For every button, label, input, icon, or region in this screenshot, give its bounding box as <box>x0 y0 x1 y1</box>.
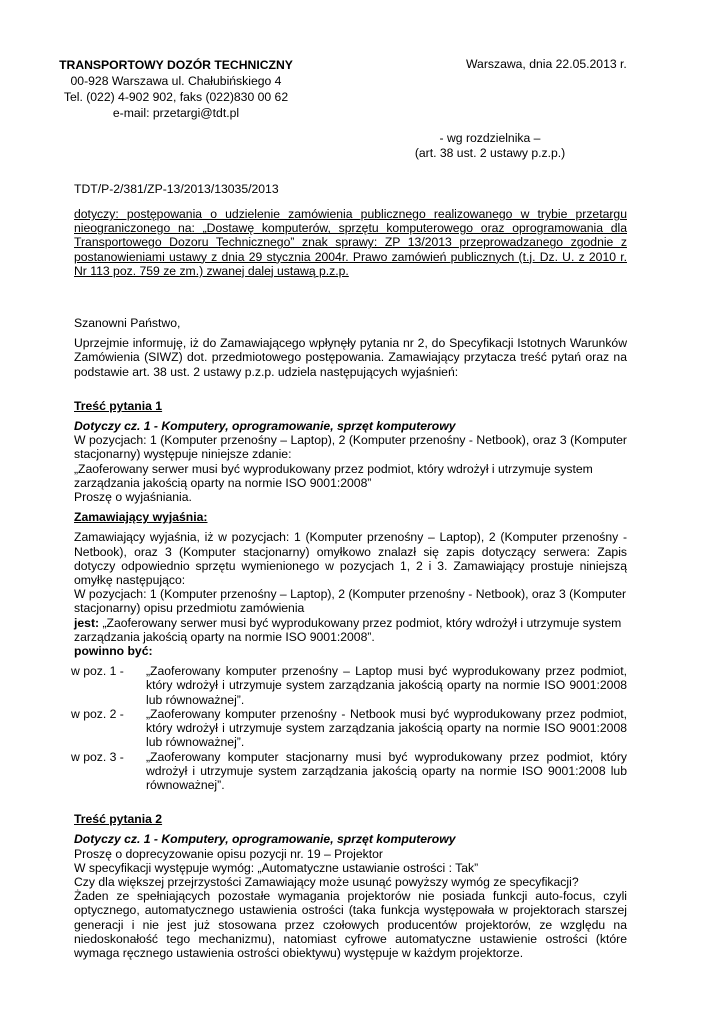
question-2-text-4: Żaden ze spełniających pozostałe wymagania projektorów nie posiada funkcji auto-focus, czyli optycznego, automatycznego ustawienia ostrości (taka funkcja występowała w projektorach starszej generacji i nie jest już stosowana przez czołowych producentów projektorów, ze względu na niedoskonałość tego mechanizmu), natomiast cyfrowe automatyczne ustawienie ostrości (które wymaga ręcznego ustawienia ostrości obiektywu) występuje w każdym projektorze. <box>74 889 627 960</box>
answer-1-text-2: W pozycjach: 1 (Komputer przenośny – Laptop), 2 (Komputer przenośny - Netbook), oraz 3 (Komputer stacjonarny) opisu przedmiotu zamówienia <box>74 587 627 616</box>
question-1-text-1: W pozycjach: 1 (Komputer przenośny – Laptop), 2 (Komputer przenośny - Netbook), oraz 3 (Komputer stacjonarny) występuje niniejsze zdanie: <box>74 433 627 462</box>
question-1-text-2: „Zaoferowany serwer musi być wyprodukowany przez podmiot, który wdrożył i utrzymuje system zarządzania jakością oparty na normie ISO 9001:2008” <box>74 461 593 490</box>
position-prefix: w poz. 2 - <box>71 706 128 721</box>
question-2-text-1: Proszę o doprecyzowanie opisu pozycji nr. 19 – Projektor <box>74 846 383 861</box>
distribution-line-2: (art. 38 ust. 2 ustawy p.z.p.) <box>414 145 566 160</box>
organization-block <box>56 57 296 121</box>
organization-address: 00-928 Warszawa ul. Chałubińskiego 4 <box>70 74 282 88</box>
question-1-heading: Treść pytania 1 <box>74 398 163 413</box>
question-2-text-2: W specyfikacji występuje wymóg: „Automatyczne ustawianie ostrości : Tak” <box>74 860 479 875</box>
position-text: „Zaoferowany komputer stacjonarny musi być wyprodukowany przez podmiot, który wdrożył i utrzymuje system zarządzania jakością oparty na normie ISO 9001:2008 lub równoważnej”. <box>146 749 627 792</box>
subject-paragraph: dotyczy: postępowania o udzielenie zamówienia publicznego realizowanego w trybie przetargu nieograniczonego na: „Dostawę komputerów, sprzętu komputerowego oraz oprogramowania dla Transportowego Dozoru Technicznego” znak sprawy: ZP 13/2013 przeprowadzanego zgodnie z postanowieniami ustawy z dnia 29 stycznia 2004r. Prawo zamówień publicznych (t.j. Dz. U. z 2010 r. Nr 113 poz. 759 ze zm.) zwanej dalej ustawą p.z.p. <box>74 207 627 278</box>
position-text: „Zaoferowany komputer przenośny – Laptop musi być wyprodukowany przez podmiot, który wdrożył i utrzymuje system zarządzania jakością oparty na normie ISO 9001:2008 lub równoważnej”. <box>146 664 627 707</box>
jest-label: jest: <box>74 615 100 630</box>
reference-number: TDT/P-2/381/ZP-13/2013/13035/2013 <box>74 182 279 196</box>
position-item <box>71 707 627 750</box>
answer-1-heading: Zamawiający wyjaśnia: <box>74 510 208 525</box>
organization-name: TRANSPORTOWY DOZÓR TECHNICZNY <box>59 58 293 72</box>
position-prefix: w poz. 1 - <box>71 664 128 679</box>
distribution-block <box>410 131 570 160</box>
question-1-subheading: Dotyczy cz. 1 - Komputery, oprogramowanie, sprzęt komputerowy <box>74 419 456 434</box>
document-date: Warszawa, dnia 22.05.2013 r. <box>466 57 627 71</box>
position-item <box>71 750 627 793</box>
letter-body <box>71 207 627 960</box>
organization-email: e-mail: przetargi@tdt.pl <box>112 106 240 120</box>
position-prefix: w poz. 3 - <box>71 749 128 764</box>
question-2-subheading: Dotyczy cz. 1 - Komputery, oprogramowanie, sprzęt komputerowy <box>74 832 456 847</box>
intro-paragraph: Uprzejmie informuję, iż do Zamawiającego wpłynęły pytania nr 2, do Specyfikacji Istotnych Warunków Zamówienia (SIWZ) dot. przedmiotowego postępowania. Zamawiający przytacza treść pytań oraz na podstawie art. 38 ust. 2 ustawy p.z.p. udziela następujących wyjaśnień: <box>74 336 627 379</box>
question-2-text-3: Czy dla większej przejrzystości Zamawiający może usunąć powyższy wymóg ze specyfikacji? <box>74 874 579 889</box>
jest-text: „Zaoferowany serwer musi być wyprodukowany przez podmiot, który wdrożył i utrzymuje system zarządzania jakością oparty na normie ISO 9001:2008”. <box>74 615 622 644</box>
answer-1-jest <box>74 616 627 644</box>
question-2-heading: Treść pytania 2 <box>74 812 163 827</box>
organization-phone: Tel. (022) 4-902 902, faks (022)830 00 62 <box>63 90 289 104</box>
distribution-line-1: - wg rozdzielnika – <box>439 131 541 145</box>
question-1-text-3: Proszę o wyjaśniania. <box>74 490 192 505</box>
answer-1-text-1: Zamawiający wyjaśnia, iż w pozycjach: 1 (Komputer przenośny – Laptop), 2 (Komputer przenośny - Netbook), oraz 3 (Komputer stacjonarny) omyłkowo znalazł się zapis dotyczący serwera: Zapis dotyczy odpowiednio sprzętu wymienionego w pozycjach 1, 2 i 3. Zamawiający prostuje niniejszą omyłkę następująco: <box>74 530 627 588</box>
position-item <box>71 664 627 707</box>
greeting: Szanowni Państwo, <box>74 316 181 331</box>
powinno-label: powinno być: <box>74 644 153 659</box>
position-text: „Zaoferowany komputer przenośny - Netbook musi być wyprodukowany przez podmiot, który wdrożył i utrzymuje system zarządzania jakością oparty na normie ISO 9001:2008 lub równoważnej”. <box>146 706 627 750</box>
